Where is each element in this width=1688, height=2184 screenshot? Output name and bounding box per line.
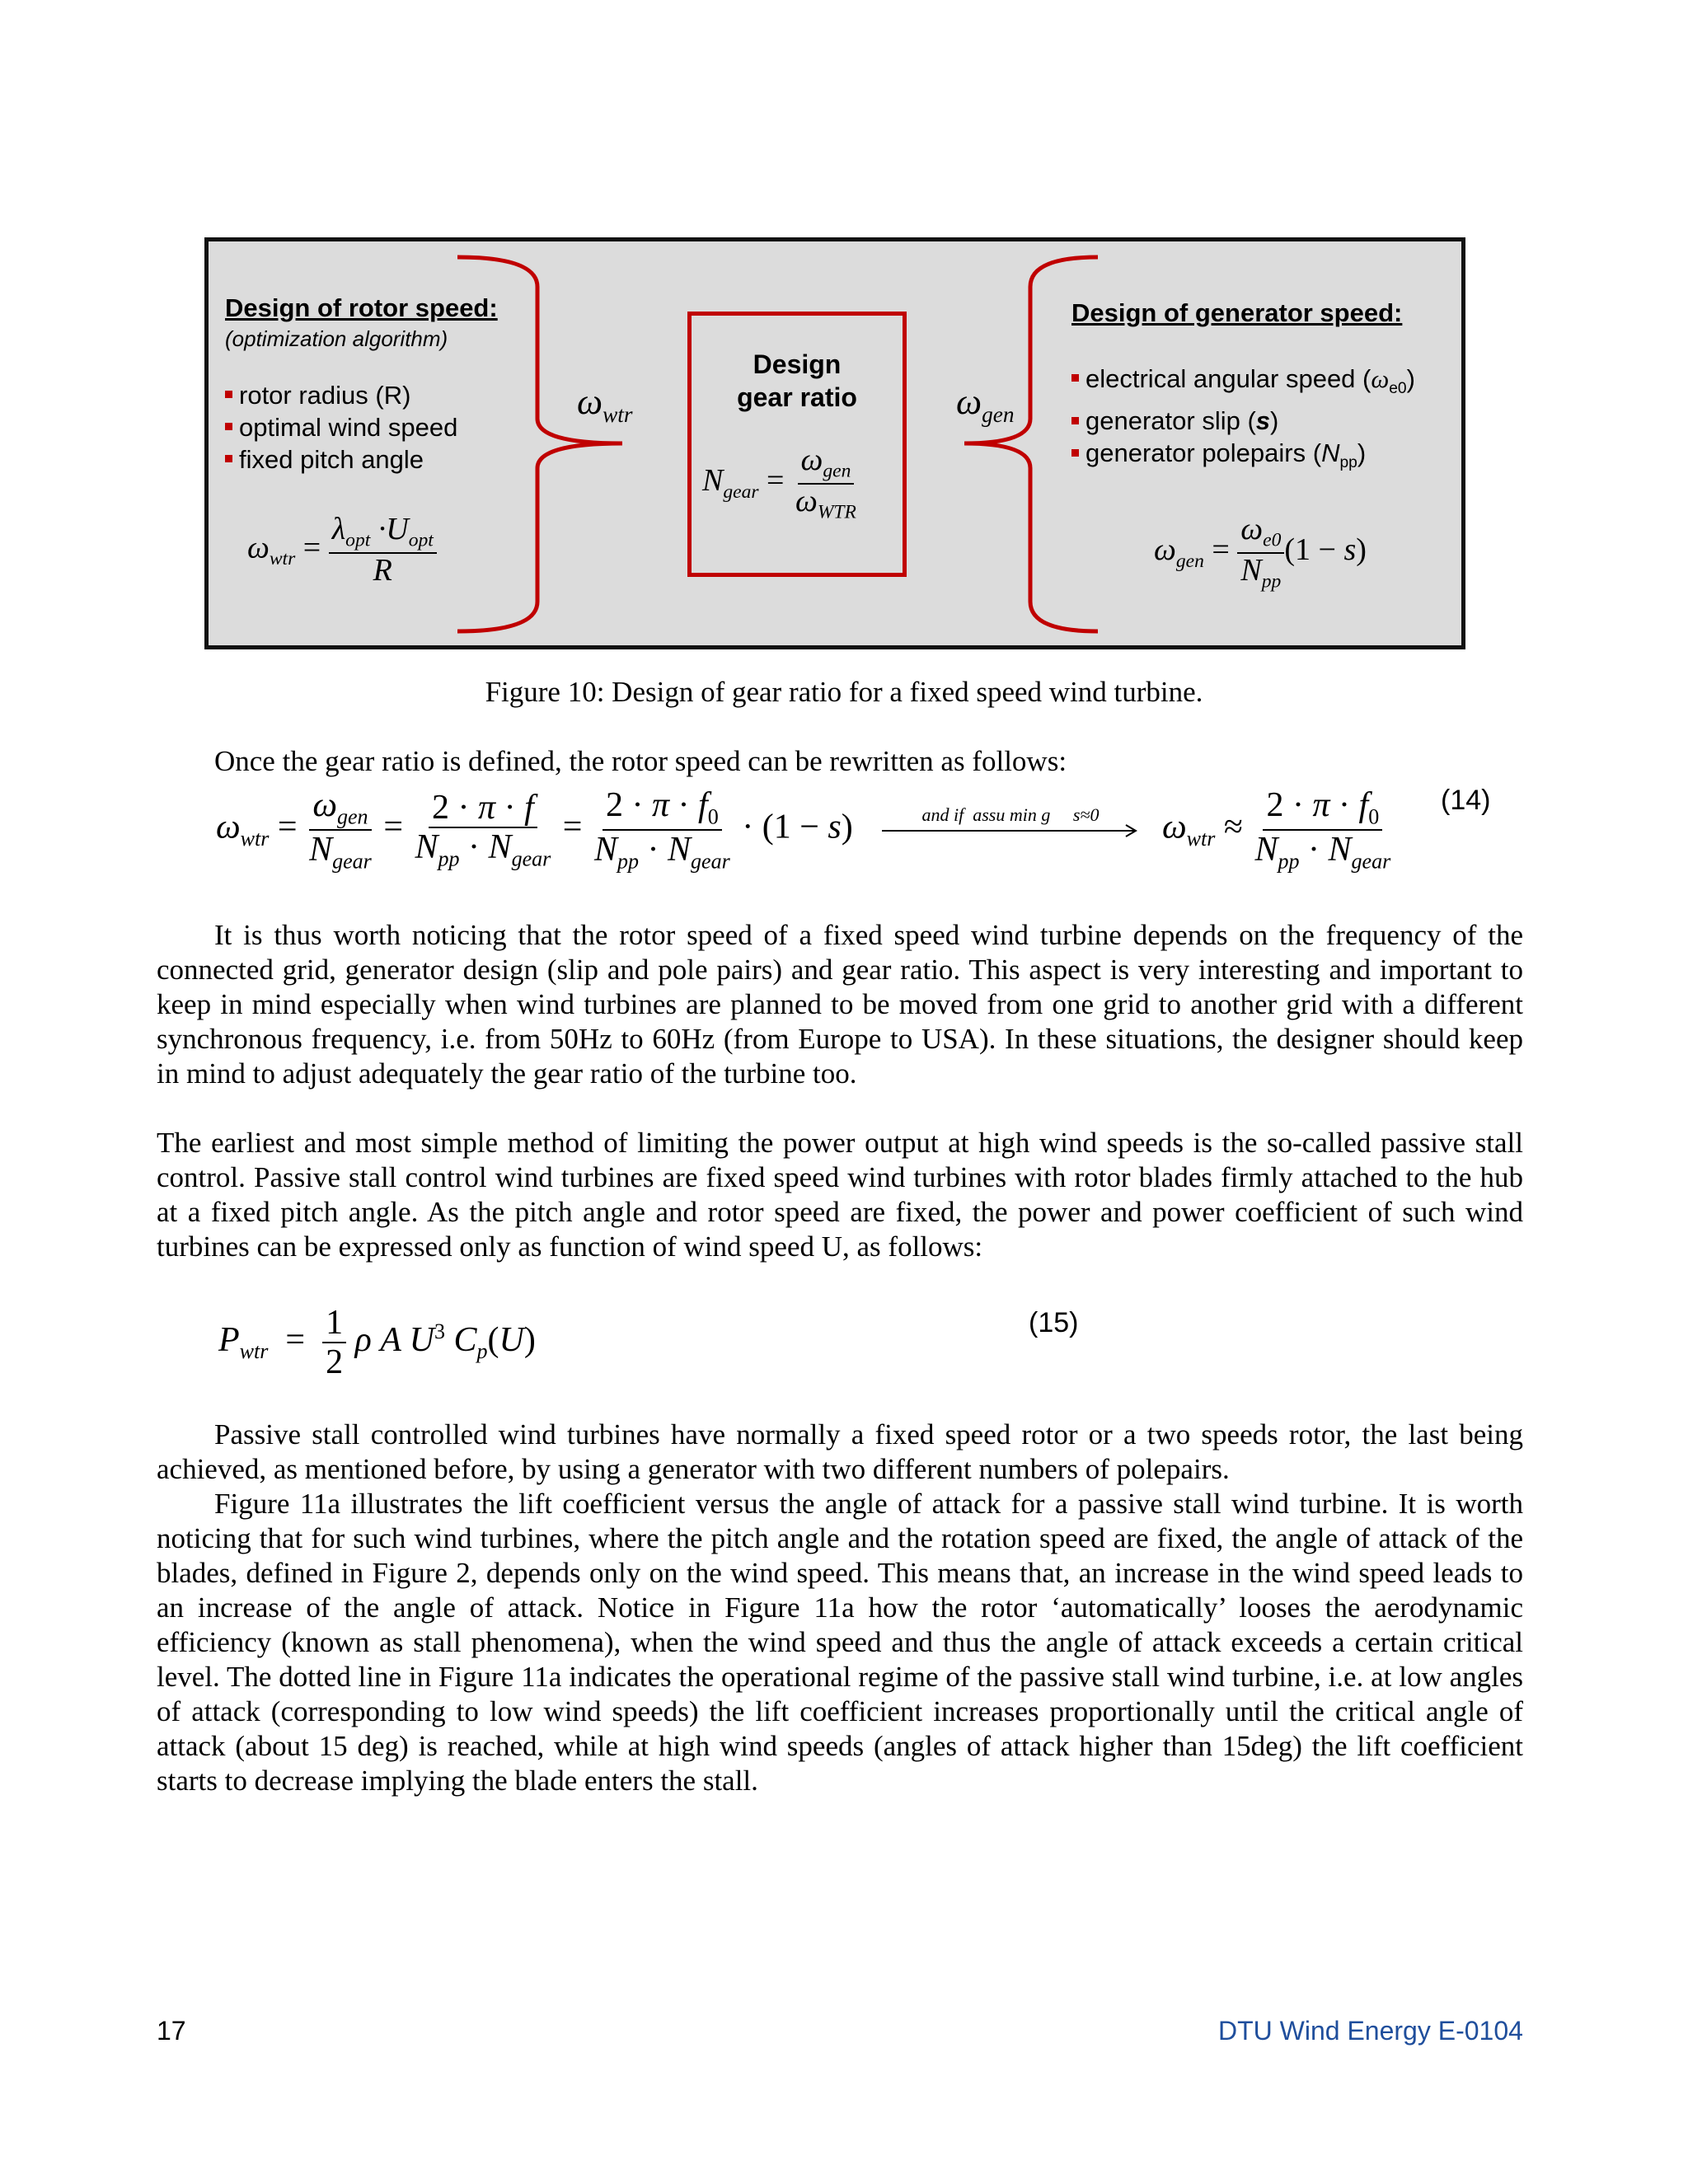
- generator-speed-list: [1071, 363, 1415, 479]
- equation-15: $P_{wtr}$ = $\frac{1}{2}$ ρ A $U^3$ $C_p(U)$: [218, 1304, 536, 1382]
- equation-14-approx: $\omega_{wtr}$ ≈ $\frac{2 \cdot \pi \cdot f_0}{N_{pp} \cdot N_{gear}}$: [1162, 786, 1391, 874]
- rotor-speed-formula: $\omega_{wtr}$ = $\frac{\lambda_{opt} \cdot U_{opt}}{R}$: [247, 513, 437, 588]
- implies-arrow-icon: [880, 821, 1144, 841]
- list-item: optimal wind speed: [225, 411, 457, 443]
- generator-speed-formula: $\omega_{gen}$ = $\frac{\omega_{e0}}{N_{pp}}$ (1 − s): [1154, 512, 1367, 593]
- paragraph-2: The earliest and most simple method of limiting the power output at high wind speeds is the so-called passive stall control. Passive stall control wind turbines are fixed speed wind turbines with rotor blades firmly attached to the hub at a fixed pitch angle. As the pitch angle and rotor speed are fixed, the power and power coefficient of such wind turbines can be expressed only as function of wind speed U, as follows:: [157, 1127, 1523, 1263]
- list-item: generator polepairs $(N_{pp})$: [1071, 437, 1415, 479]
- omega-wtr-label: $\omega_{wtr}$: [577, 382, 633, 427]
- intro-sentence: Once the gear ratio is defined, the rotor speed can be rewritten as follows:: [214, 745, 1067, 777]
- paragraph-1: It is thus worth noticing that the rotor speed of a fixed speed wind turbine depends on the frequency of the connected grid, generator design (slip and pole pairs) and gear ratio. This aspect is very interesting and important to keep in mind especially when wind turbines are planned to be moved from one grid to another grid with a different synchronous frequency, i.e. from 50Hz to 60Hz (from Europe to USA). In these situations, the designer should keep in mind to adjust adequately the gear ratio of the turbine too.: [157, 919, 1523, 1090]
- list-item: fixed pitch angle: [225, 443, 457, 476]
- gear-ratio-title: Design gear ratio: [737, 349, 857, 412]
- list-item: electrical angular speed $(\omega_{e0})$: [1071, 363, 1415, 405]
- bullet-square-icon: [225, 455, 232, 462]
- figure-caption: Figure 10: Design of gear ratio for a fixed speed wind turbine.: [485, 676, 1203, 708]
- omega-gen-label: $\omega_{gen}$: [956, 382, 1015, 427]
- bullet-square-icon: [1071, 374, 1079, 382]
- bullet-square-icon: [225, 423, 232, 430]
- equation-15-number: (15): [1029, 1307, 1079, 1338]
- bullet-square-icon: [225, 391, 232, 398]
- bullet-square-icon: [1071, 449, 1079, 457]
- list-item: generator slip (s): [1071, 405, 1415, 437]
- rotor-speed-subheading: (optimization algorithm): [225, 326, 448, 351]
- page-number: 17: [157, 2016, 186, 2046]
- arrow-label: and if assu min g s≈0: [921, 804, 1100, 825]
- list-item: rotor radius (R): [225, 379, 457, 411]
- generator-speed-heading: Design of generator speed:: [1071, 298, 1403, 327]
- equation-14-number: (14): [1441, 785, 1491, 816]
- paragraph-3: Passive stall controlled wind turbines have normally a fixed speed rotor or a two speeds rotor, the last being achieved, as mentioned before, by using a generator with two different numbers of polepairs.: [157, 1418, 1523, 1485]
- rotor-speed-heading: Design of rotor speed:: [225, 293, 498, 322]
- gear-ratio-formula: $N_{gear}$ = $\frac{\omega_{gen}}{\omega_{WTR}}$: [702, 443, 856, 523]
- report-id: DTU Wind Energy E-0104: [1218, 2016, 1523, 2046]
- bullet-square-icon: [1071, 417, 1079, 424]
- rotor-speed-list: [225, 379, 457, 476]
- paragraph-4: Figure 11a illustrates the lift coefficient versus the angle of attack for a passive stall wind turbine. It is worth noticing that for such wind turbines, where the pitch angle and the rotation speed are fixed, the angle of attack of the blades, defined in Figure 2, depends only on the wind speed. This means that, an increase in the wind speed leads to an increase of the angle of attack. Notice in Figure 11a how the rotor ‘automatically’ looses the aerodynamic efficiency (known as stall phenomena), when the wind speed and thus the angle of attack exceeds a certain critical level. The dotted line in Figure 11a indicates the operational regime of the passive stall wind turbine, i.e. at low angles of attack (corresponding to low wind speeds) the lift coefficient increases proportionally until the critical angle of attack (about 15 deg) is reached, while at high wind speeds (angles of attack higher than 15deg) the lift coefficient starts to decrease implying the blade enters the stall.: [157, 1488, 1523, 1797]
- equation-14: $\omega_{wtr}$ = $\frac{\omega_{gen}}{N_{gear}}$ = $\frac{2 \cdot \pi \cdot f}{N_{pp} \cdot N_{gear}}$ = $\frac{2 \cdot \pi \cdot f_0}{N_{pp} \cdot N_{gear}}$ · (1 − s): [216, 786, 853, 874]
